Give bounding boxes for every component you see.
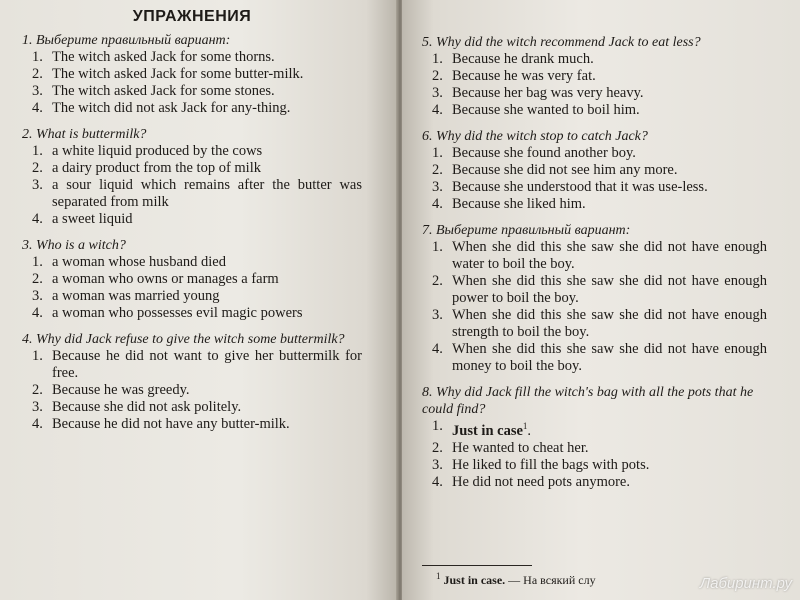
option-text: He liked to fill the bags with pots. (452, 456, 650, 473)
option-number: 3. (432, 85, 443, 101)
answer-option (22, 160, 362, 177)
exercise-question (422, 384, 767, 491)
option-text: a sour liquid which remains after the butter was separated from milk (52, 177, 362, 210)
answer-option (22, 66, 362, 83)
answer-option (22, 254, 362, 271)
question-prompt: Why did Jack fill the witch's bag with all the pots that he could find? (422, 385, 754, 417)
option-number: 3. (32, 288, 43, 304)
question-prompt: Why did Jack refuse to give the witch some buttermilk? (36, 332, 345, 347)
question-text (22, 126, 362, 143)
option-text: Because she found another boy. (452, 145, 636, 161)
question-prompt: Why did the witch recommend Jack to eat less? (436, 35, 701, 50)
option-text: He did not need pots anymore. (452, 473, 630, 490)
option-text: Because he did not want to give her buttermilk for free. (52, 348, 362, 381)
question-number: 7. (422, 223, 433, 238)
option-number: 2. (432, 162, 443, 178)
answer-option (22, 305, 362, 322)
footnote-translation: — На всякий слу (508, 573, 596, 587)
exercise-question (22, 32, 362, 117)
option-text: Because she understood that it was use-less. (452, 179, 708, 195)
option-text: a white liquid produced by the cows (52, 143, 263, 159)
answer-options (422, 51, 767, 119)
option-number: 2. (32, 382, 43, 398)
option-number: 1. (432, 145, 443, 161)
footnote-reference: 1 (522, 421, 528, 431)
answer-option (422, 457, 767, 474)
answer-option (22, 177, 362, 211)
exercise-question (422, 128, 767, 213)
answer-option (422, 239, 767, 273)
answer-option (422, 85, 767, 102)
option-number: 4. (432, 341, 443, 357)
option-punctuation: . (527, 422, 532, 439)
option-text: Because he was greedy. (52, 382, 190, 398)
option-text: Because she liked him. (452, 196, 586, 212)
option-number: 1. (32, 348, 43, 364)
exercise-question (22, 331, 362, 433)
answer-options (22, 254, 362, 322)
answer-options (22, 348, 362, 433)
option-number: 1. (432, 239, 443, 255)
right-question-list (422, 34, 767, 491)
answer-option (422, 51, 767, 68)
option-number: 1. (32, 254, 43, 270)
option-number: 3. (432, 307, 443, 323)
answer-option (422, 341, 767, 375)
answer-option (422, 307, 767, 341)
option-text: He wanted to cheat her. (452, 439, 589, 456)
option-text: Because she did not see him any more. (452, 162, 678, 178)
option-text: a woman whose husband died (52, 254, 226, 270)
option-text: When she did this she saw she did not have enough power to boil the boy. (452, 273, 767, 306)
answer-option (422, 196, 767, 213)
answer-options (22, 49, 362, 117)
question-text (22, 32, 362, 49)
page-heading: УПРАЖНЕНИЯ (132, 8, 252, 25)
question-number: 2. (22, 127, 33, 142)
option-text: When she did this she saw she did not have enough money to boil the boy. (452, 341, 767, 374)
option-text: a dairy product from the top of milk (52, 160, 261, 176)
left-question-list (22, 32, 362, 433)
question-text (22, 331, 362, 348)
option-text: Because he drank much. (452, 51, 594, 67)
answer-option (22, 399, 362, 416)
option-number: 4. (32, 100, 43, 116)
answer-option (22, 382, 362, 399)
question-number: 4. (22, 332, 33, 347)
left-column (22, 0, 362, 442)
option-number: 4. (432, 473, 443, 490)
option-number: 2. (32, 66, 43, 82)
option-text: When she did this she saw she did not have enough water to boil the boy. (452, 239, 767, 272)
option-number: 2. (432, 439, 443, 456)
answer-option (422, 162, 767, 179)
option-text: Because he was very fat. (452, 68, 596, 84)
option-bold-term: Just in case (452, 422, 523, 439)
exercise-question (22, 237, 362, 322)
option-text (452, 418, 767, 440)
answer-option (422, 273, 767, 307)
option-number: 1. (32, 49, 43, 65)
option-number: 2. (432, 273, 443, 289)
option-number: 4. (432, 102, 443, 118)
footnote-rule (422, 565, 532, 566)
footnote-term: Just in case. (443, 573, 506, 587)
option-number: 3. (432, 456, 443, 473)
option-number: 3. (432, 179, 443, 195)
option-number: 4. (32, 416, 43, 432)
question-number: 6. (422, 129, 433, 144)
exercise-question (422, 222, 767, 375)
option-text: a woman was married young (52, 288, 220, 304)
option-text: a woman who owns or manages a farm (52, 271, 279, 287)
right-page (402, 0, 800, 600)
option-text: Because she wanted to boil him. (452, 102, 640, 118)
option-text: Because her bag was very heavy. (452, 85, 644, 101)
question-prompt: Выберите правильный вариант: (36, 33, 231, 48)
option-number: 1. (32, 143, 43, 159)
option-text: The witch did not ask Jack for any-thing. (52, 100, 291, 116)
option-number: 1. (432, 51, 443, 67)
answer-option (22, 211, 362, 228)
watermark-logo: Лабиринт.ру (699, 575, 792, 592)
answer-option (422, 474, 767, 491)
option-text: The witch asked Jack for some thorns. (52, 49, 275, 65)
exercise-question (422, 34, 767, 119)
option-text: The witch asked Jack for some stones. (52, 83, 275, 99)
answer-option (422, 418, 767, 440)
question-text (422, 34, 767, 51)
answer-option (422, 102, 767, 119)
left-page (0, 0, 398, 600)
answer-option (422, 145, 767, 162)
question-prompt: Who is a witch? (36, 238, 126, 253)
footnote-mark: 1 (436, 571, 441, 581)
option-number: 4. (432, 196, 443, 212)
option-number: 2. (32, 271, 43, 287)
option-number: 3. (32, 399, 43, 415)
answer-options (422, 239, 767, 375)
question-number: 8. (422, 385, 433, 400)
answer-option (422, 68, 767, 85)
option-number: 2. (32, 160, 43, 176)
question-number: 5. (422, 35, 433, 50)
option-number: 4. (32, 305, 43, 321)
question-text (422, 384, 767, 418)
option-text: Because he did not have any butter-milk. (52, 416, 290, 432)
option-text: a woman who possesses evil magic powers (52, 305, 303, 321)
option-text: a sweet liquid (52, 211, 133, 227)
answer-option (422, 440, 767, 457)
option-text: When she did this she saw she did not have enough strength to boil the boy. (452, 307, 767, 340)
option-text: Because she did not ask politely. (52, 399, 242, 415)
answer-option (22, 348, 362, 382)
answer-option (22, 100, 362, 117)
answer-options (422, 418, 767, 491)
answer-option (22, 49, 362, 66)
question-number: 1. (22, 33, 33, 48)
answer-options (422, 145, 767, 213)
answer-option (22, 288, 362, 305)
option-number: 3. (32, 83, 43, 99)
answer-option (422, 179, 767, 196)
option-text: The witch asked Jack for some butter-milk. (52, 66, 304, 82)
question-prompt: Why did the witch stop to catch Jack? (436, 129, 648, 144)
question-prompt: Выберите правильный вариант: (436, 223, 631, 238)
question-text (422, 128, 767, 145)
option-number: 3. (32, 177, 43, 193)
question-prompt: What is buttermilk? (36, 127, 147, 142)
question-number: 3. (22, 238, 33, 253)
right-column (422, 0, 767, 500)
option-number: 2. (432, 68, 443, 84)
option-number: 1. (432, 418, 443, 434)
option-number: 4. (32, 211, 43, 227)
answer-option (22, 143, 362, 160)
answer-option (22, 271, 362, 288)
answer-option (22, 416, 362, 433)
question-text (22, 237, 362, 254)
answer-option (22, 83, 362, 100)
question-text (422, 222, 767, 239)
exercise-question (22, 126, 362, 228)
answer-options (22, 143, 362, 228)
